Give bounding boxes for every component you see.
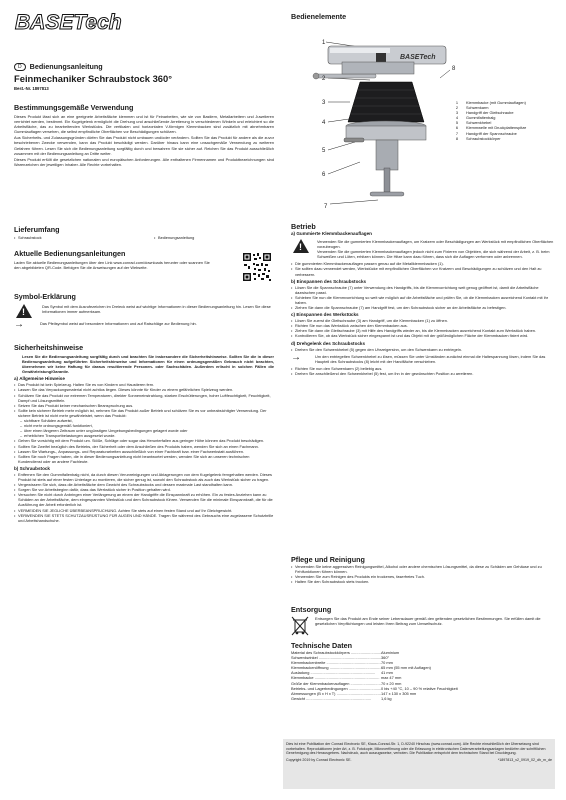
parts-legend-number: 2 bbox=[455, 105, 458, 111]
list-item: • Die gummierten Klemmbackenauflagen passen genau auf die Metallklemmbacken (1). bbox=[291, 261, 557, 266]
list-item: • Sollten Sie Zweifel bezüglich des Betriebs, der Sicherheit oder dem Anschließen des Produkts haben, wenden Sie sich an einen Fachmann. bbox=[14, 444, 274, 449]
callout-8: 8 bbox=[452, 66, 456, 72]
specs-section bbox=[291, 641, 557, 701]
list-item: • Lösen Sie die Spannschraube (7) unter Verwendung des Handgriffs, bis die Klemmvorrichtung weit genug geöffnet ist, damit die Arbeitsfläche dazwischen passt. bbox=[291, 285, 557, 295]
list-item: • Vergewissern Sie sich, dass die Arbeitsfläche dem Gewicht des Schraubstocks und dessen maximale Last standhalten kann. bbox=[14, 482, 274, 487]
warning-triangle-icon bbox=[16, 304, 32, 318]
list-item: • VERMEIDEN SIE JEGLICHE ÜBERBEANSPRUCHUNG. Achten Sie stets auf einen festen Stand und auf Ihr Gleichgewicht. bbox=[14, 508, 274, 513]
spec-key: Material des Schraubstockkörpers ..... bbox=[291, 650, 381, 655]
product-title: Feinmechaniker Schraubstock 360° bbox=[14, 73, 172, 84]
spec-key: Gewicht ..... bbox=[291, 696, 381, 701]
qr-code-graphic bbox=[242, 252, 272, 282]
spec-key: Klemmbacke ..... bbox=[291, 675, 381, 680]
list-item: • Gehen Sie vorsichtig mit dem Produkt um. Stöße, Schläge oder sogar das Herunterfallen aus geringer Höhe können das Produkt beschädigen. bbox=[14, 438, 274, 443]
list-item: • Richten Sie nun den Schwenkarm (2) beliebig aus. bbox=[291, 366, 557, 371]
parts-legend-label: Handgriff der Gleitschraube bbox=[466, 110, 514, 116]
footer-copyright: Copyright 2019 by Conrad Electronic SE. bbox=[286, 758, 352, 763]
parts-legend-label: Klemmwelle mit Druckplattenspitze bbox=[466, 125, 527, 131]
callout-6: 6 bbox=[322, 172, 326, 178]
vise-illustration bbox=[300, 22, 460, 212]
parts-legend-number: 6 bbox=[455, 125, 458, 131]
intended-use-section bbox=[14, 103, 274, 167]
brand-logo-text: BASETech bbox=[15, 11, 122, 34]
parts-legend-number: 4 bbox=[455, 115, 458, 121]
wheelie-bin-crossed-icon bbox=[291, 616, 309, 636]
spec-key: Abmessungen (B x H x T) ..... bbox=[291, 691, 381, 696]
specs-heading: Technische Daten bbox=[291, 641, 352, 650]
list-item: • Das Produkt ist kein Spielzeug. Halten Sie es von Kindern und Haustieren fern. bbox=[14, 382, 274, 387]
operation-heading: Betrieb bbox=[291, 222, 316, 231]
symbols-heading: Symbol-Erklärung bbox=[14, 292, 76, 301]
callout-5: 5 bbox=[322, 148, 326, 154]
arrow-right-icon: → bbox=[291, 351, 301, 363]
spec-key: Betriebs- und Lagerbedingungen ..... bbox=[291, 686, 381, 691]
order-number: Best.-Nr. 1897813 bbox=[14, 86, 49, 91]
list-item: • Lassen Sie Wartungs-, Anpassungs- und Reparaturarbeiten ausschließlich von einer Fachkraft bzw. einer Fachwerkstatt ausführen. bbox=[14, 449, 274, 454]
symbols-section bbox=[14, 292, 274, 329]
parts-legend-label: Handgriff der Spannschraube bbox=[466, 130, 517, 136]
spec-value: 360° bbox=[381, 655, 390, 661]
list-item: – nicht mehr ordnungsgemäß funktioniert, bbox=[20, 423, 274, 428]
brand-logo bbox=[14, 10, 124, 34]
parts-legend-label: Schraubstockkörper bbox=[466, 135, 501, 141]
list-item: • Verwenden Sie zum Reinigen des Produkts ein trockenes, faserfreies Tuch. bbox=[291, 574, 557, 579]
spec-value: 70 mm bbox=[381, 660, 393, 666]
safety-intro: Lesen Sie die Bedienungsanleitung sorgfältig durch und beachten Sie insbesondere die Sicherheitshinweise. Sollten Sie die in dieser Bedienungsanleitung aufgeführten Sicherheitshinweise und Informationen für einen ordnungsgemäßen Gebrauch nicht beachten, übernehmen wir keine Haftung für daraus resultierende Personen- oder Sachschäden. Außerdem erlischt in solchen Fällen die Gewährleistung/Garantie. bbox=[22, 354, 274, 375]
spec-key: Schwenkwinkel ..... bbox=[291, 655, 381, 660]
callout-1: 1 bbox=[322, 40, 326, 46]
list-item: • Halten Sie den Schraubstock stets trocken. bbox=[291, 579, 557, 584]
operation-d-note: Um den entriegelten Schwenkhebel zu lösen, müssen Sie unter Umständen zunächst einmal die Haltespannung lösen, indem Sie das Haupteil des Schraubstocks (8) leicht mit der Handfläche verschieben. bbox=[315, 353, 546, 364]
list-item: • Sorgen Sie vor Arbeitsbeginn dafür, dass das Werkstück sicher in Position gehalten wird. bbox=[14, 487, 274, 492]
list-item: • Verwenden Sie keine aggressiven Reinigungsmittel, Alkohol oder andere chemischen Lösungsmittel, da diese zu Schäden am Gehäuse und zu Fehlfunktionen führen können. bbox=[291, 564, 557, 574]
list-item: • Ziehen Sie dann die Gleitschraube (3) mit Hilfe des Handgriffs wieder an, bis die Klemmbacken ausreichend Kontakt zum Werkstück haben. bbox=[291, 328, 557, 333]
arrow-right-icon: → bbox=[14, 319, 24, 330]
parts-legend-number: 8 bbox=[455, 135, 458, 141]
callout-4: 4 bbox=[322, 120, 326, 126]
brand-logo-graphic bbox=[14, 10, 124, 34]
intended-use-p1: Dieses Produkt lässt sich an eine geeignete Arbeitsfläche klemmen und ist für Feinarbeiten, wie sie von Bastlern, Metallarbeitern und Juwelieren verrichtet werden, bestimmt. Ein Kugelgelenk ermöglicht die Drehung und anschließende Arretierung in verschiedenen Winkeln und erleichtert so die Arbeitsfläche, das zu bearbeitenden Werkstücks. Die vertikalen und horizontalen V-förmigen Klemmbacken sind zusätzlich mit abnehmbaren Gummiauflagen versehen, die selbst empfindliche Oberflächen vor Beschädigungen schützen. bbox=[14, 114, 274, 135]
disposal-text: Entsorgen Sie das Produkt am Ende seiner Lebensdauer gemäß den geltenden gesetzlichen Bestimmungen. Sie erfüllen damit die gesetzlichen Verpflichtungen und leisten Ihren Beitrag zum Umweltschutz. bbox=[315, 616, 541, 627]
spec-key: Klemmbackenöffnung ..... bbox=[291, 665, 381, 670]
operation-b-heading: b) Einspannen des Schraubstocks bbox=[291, 278, 367, 284]
lang-badge: D bbox=[14, 63, 26, 71]
current-manuals-heading: Aktuelle Bedienungsanleitungen bbox=[14, 249, 126, 258]
disposal-heading: Entsorgung bbox=[291, 605, 332, 614]
parts-legend-label: Klemmbacke (mit Gummiauflagen) bbox=[466, 100, 526, 105]
manual-header bbox=[14, 62, 274, 91]
footer-text: Dies ist eine Publikation der Conrad Electronic SE, Klaus-Conrad-Str. 1, D-92240 Hirschau (www.conrad.com). Alle Rechte einschließlich der Übersetzung sind vorbehalten. Reproduktionen jeder Art, z. B. Fotokopie, Mikroverfilmung oder die Erfassung in elektronischen Datenverarbeitungsanlagen bedürfen der schriftlichen Genehmigung des Herausgebers. Nachdruck, auch auszugsweise, verboten. Die Publikation entspricht dem technischen Stand bei Drucklegung. bbox=[286, 742, 546, 756]
callout-7: 7 bbox=[324, 204, 328, 210]
delivery-item: • Bedienungsanleitung bbox=[154, 235, 194, 240]
parts-legend-row bbox=[452, 136, 560, 141]
parts-legend-number: 1 bbox=[455, 100, 458, 105]
spec-value: 70 x 20 mm bbox=[381, 680, 402, 686]
symbol-arrow-text: Das Pfeilsymbol weist auf besondere Informationen und auf Ratschläge zur Bedienung hin. bbox=[40, 321, 197, 326]
spec-value: Aluminium bbox=[381, 650, 400, 655]
parts-legend-label: Schwenkhebel bbox=[466, 120, 492, 126]
list-item: • Schieben Sie nun die Klemmvorrichtung so weit wie möglich auf die Arbeitsfläche und prüfen Sie, ob die Klemmbacken ausreichend Kontakt mit ihr haben. bbox=[291, 295, 557, 305]
parts-legend-number: 3 bbox=[455, 110, 458, 116]
spec-value: max 47 mm bbox=[381, 675, 402, 681]
operation-d-heading: d) Drehgelenk des Schraubstocks bbox=[291, 340, 366, 346]
parts-legend bbox=[452, 100, 560, 141]
parts-heading: Bedienelemente bbox=[291, 12, 347, 21]
list-item: – erheblichen Transportbelastungen ausgesetzt wurde. bbox=[20, 433, 274, 438]
spec-value: 147 x 130 x 305 mm bbox=[381, 690, 417, 696]
operation-a-heading: a) Gummierte Klemmbackenauflagen bbox=[291, 231, 372, 236]
delivery-heading: Lieferumfang bbox=[14, 225, 60, 234]
publisher-footer bbox=[283, 739, 555, 789]
operation-a-note1: Verwenden Sie die gummierten Klemmbackenauflagen, um Kratzern oder Beschädigungen am Werkstück mit empfindlichen Oberflächen vorzubeugen. bbox=[317, 239, 554, 250]
delivery-item: • Schraubstock bbox=[14, 235, 154, 240]
list-item: • Drehen Sie den Schwenkhebel (5) gegen den Uhrzeigersinn, um den Schwenkarm zu entriegeln. bbox=[291, 347, 557, 352]
safety-vise-heading: b) Schraubstock bbox=[14, 465, 50, 471]
list-item: – sichtbare Schäden aufweist, bbox=[20, 418, 274, 423]
spec-key: Größe der Klemmbackenauflagen ..... bbox=[291, 681, 381, 686]
list-item: • Entfernen Sie den Gummifallenbalg nicht, da durch diesen Verunreinigungen und Ablagerungen von dem Kugelgelenk ferngehalten werden. Dieses Produkt ist stets auf einer festen Unterlage zu montieren, die sicher genug ist, sowohl den Schraubstock als auch das Werkstück sicher zu tragen. bbox=[14, 472, 274, 482]
warning-triangle-icon bbox=[293, 239, 309, 253]
operation-c-heading: c) Einspannen des Werkstücks bbox=[291, 312, 359, 318]
spec-row bbox=[291, 696, 557, 701]
spec-key: Klemmbackenbreite ..... bbox=[291, 660, 381, 665]
delivery-section bbox=[14, 225, 274, 240]
intended-use-heading: Bestimmungsgemäße Verwendung bbox=[14, 103, 134, 112]
parts-legend-label: Schwenkarm bbox=[466, 105, 489, 111]
list-item: • Sollten Sie noch Fragen haben, die in dieser Bedienungsanleitung nicht beantwortet werden, wenden Sie sich an unseren technischen Kundendienst oder an andere Fachleute. bbox=[14, 454, 274, 464]
current-manuals-text[interactable]: Laden Sie aktuelle Bedienungsanleitungen über den Link www.conrad.com/downloads herunter oder scannen Sie den abgebildeten QR-Code. Befolgen Sie die Anweisungen auf der Webseite. bbox=[14, 260, 210, 271]
care-section bbox=[291, 555, 557, 584]
list-item: • Sie sollten dazu verwendet werden, Werkstücke mit empfindlichen Oberflächen vor Kratzern und Beschädigungen zu schützen und den Halt zu verbessern. bbox=[291, 266, 557, 276]
list-item: • Setzen Sie das Produkt keiner mechanischen Beanspruchung aus. bbox=[14, 403, 274, 408]
current-manuals-section bbox=[14, 249, 214, 270]
parts-legend-number: 5 bbox=[455, 120, 458, 126]
spec-value: 41 mm bbox=[381, 670, 393, 676]
list-item: • Lassen Sie das Verpackungsmaterial nicht achtlos liegen. Dieses könnte für Kinder zu einem gefährlichen Spielzeug werden. bbox=[14, 387, 274, 392]
safety-general-heading: a) Allgemeine Hinweise bbox=[14, 376, 65, 382]
list-item: • Lösen Sie zuerst die Gleitschraube (3) am Handgriff, um die Klemmbacken (1) zu öffnen. bbox=[291, 318, 557, 323]
spec-value: 65 mm (55 mm mit Auflagen) bbox=[381, 665, 431, 671]
list-item: • Sollte kein sicherer Betrieb mehr möglich ist, nehmen Sie das Produkt außer Betrieb und schützen Sie es vor unbeabsichtigter Verwendung. Der sichere Betrieb ist nicht mehr gewährleistet, wenn das Produkt: bbox=[14, 408, 274, 418]
list-item: • Ziehen Sie dann die Spannschraube (7) am Handgriff fest, um den Schraubstock sicher an der Arbeitsfläche zu befestigen. bbox=[291, 305, 557, 310]
vise-logo-text: BASETech bbox=[400, 54, 436, 61]
list-item: • Kontrollieren Sie, ob das Werkstück sicher eingespannt ist und das Objekt mit der größtmöglichen Fläche der Klemmbacken fixiert wird. bbox=[291, 333, 557, 338]
safety-section bbox=[14, 343, 274, 523]
spec-value: 0 bis +40 °C, 10 – 90 % relative Feuchtigkeit bbox=[381, 685, 458, 691]
operation-a-note2: Verwenden Sie die gummierten Klemmbackenauflagen jedoch nicht zum Fixieren von Objekten, die sich während der Arbeit, z. B. beim Schweißen und Löten, erhitzen können. Die Hitze kann dazu führen, dass sich die Auflagen verformen oder anbrennen. bbox=[317, 249, 550, 260]
manual-label: Bedienungsanleitung bbox=[29, 62, 103, 71]
qr-code[interactable] bbox=[242, 252, 272, 282]
spec-key: Ausladung ..... bbox=[291, 670, 381, 675]
spec-value: 1,6 kg bbox=[381, 695, 392, 701]
safety-heading: Sicherheitshinweise bbox=[14, 343, 84, 352]
operation-section bbox=[291, 222, 557, 376]
intended-use-p2: Aus Sicherheits- und Zulassungsgründen dürfen Sie das Produkt nicht umbauen und/oder verändern. Sollten Sie das Produkt für andere als die zuvor beschriebenen Zwecke verwenden, kann das Produkt beschädigt werden. Darüber hinaus kann eine unsachgemäße Verwendung zu weiteren Gefahren führen. Lesen Sie sich die Bedienungsanleitung sorgfältig durch und bewahren Sie sie sicher auf. Reichen Sie das Produkt ausschließlich zusammen mit der Bedienungsanleitung an Dritte weiter. bbox=[14, 135, 274, 156]
list-item: • VERWENDEN SIE STETS SCHUTZAUSRÜSTUNG FÜR AUGEN UND HÄNDE. Tragen Sie während des Gebrauchs eine zugelassene Schutzbrille und Arbeitshandschuhe. bbox=[14, 513, 274, 523]
callout-3: 3 bbox=[322, 100, 326, 106]
callout-2: 2 bbox=[322, 76, 326, 82]
list-item: • Schützen Sie das Produkt vor extremen Temperaturen, direkter Sonneneinstrahlung, starken Erschütterungen, hoher Luftfeuchtigkeit, Feuchtigkeit, Dampf und Lösungsmitteln. bbox=[14, 393, 274, 403]
symbol-warning-text: Das Symbol mit dem Ausrufezeichen im Dreieck weist auf wichtige Informationen in dieser Bedienungsanleitung hin. Lesen Sie diese Informationen immer aufmerksam. bbox=[42, 304, 271, 315]
list-item: • Drehen Sie anschließend den Schwenkhebel (5) fest, um ihn in der gewünschten Position zu arretieren. bbox=[291, 371, 557, 376]
parts-legend-number: 7 bbox=[455, 130, 458, 136]
vise-diagram bbox=[300, 22, 460, 212]
list-item: • Versuchen Sie nicht durch Anbringen einer Verlängerung an einem der Handgriffe die Einspannkraft zu erhöhen. Ein zu festes Anziehen kann zu Schäden an der Arbeitsfläche, dem eingespannten Werkstück und dem Schraubstock führen. Verwenden Sie die minimale Einspannkraft, die für die Ausführung der Arbeit erforderlich ist. bbox=[14, 492, 274, 507]
footer-code: *1897813_v2_0919_02_dh_m_de bbox=[497, 758, 552, 763]
list-item: • Richten Sie nun das Werkstück zwischen den Klemmbacken aus. bbox=[291, 323, 557, 328]
care-heading: Pflege und Reinigung bbox=[291, 555, 365, 564]
parts-legend-label: Gummifaltenbalg bbox=[466, 115, 496, 121]
list-item: – über einen längeren Zeitraum unter ungünstigen Umgebungsbedingungen gelagert wurde oder bbox=[20, 428, 274, 433]
disposal-section bbox=[291, 605, 557, 636]
intended-use-p3: Dieses Produkt erfüllt die gesetzlichen nationalen und europäischen Anforderungen. Alle enthaltenen Firmennamen und Produktbezeichnungen sind Warenzeichen der jeweiligen Inhaber. Alle Rechte vorbehalten. bbox=[14, 156, 274, 167]
